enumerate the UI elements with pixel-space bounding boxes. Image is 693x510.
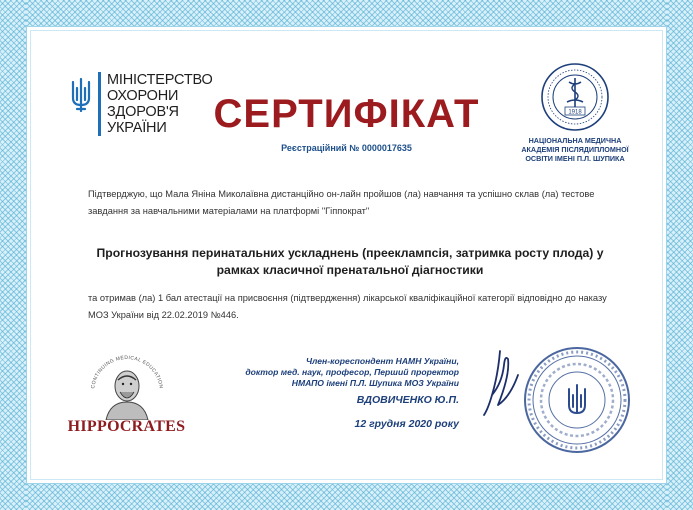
ministry-line: ОХОРОНИ (107, 88, 179, 104)
academy-logo (500, 62, 650, 163)
certificate-date: 12 грудня 2020 року (354, 418, 459, 430)
course-title: Прогнозування перинатальних ускладнень (прееклампсія, затримка росту плода) у рамках класичної пренатальної діагностики (96, 246, 604, 277)
signatory-title (245, 356, 459, 389)
seal-year: 1918 (568, 109, 582, 116)
ministry-line: ЗДОРОВ'Я (107, 104, 179, 120)
academy-name-line: ОСВІТИ ІМЕНІ П.Л. ШУПИКА (525, 154, 625, 163)
academy-name-line: АКАДЕМІЯ ПІСЛЯДИПЛОМНОЇ (521, 145, 629, 154)
hippocrates-arc-text: CONTINUING MEDICAL EDUCATION (89, 354, 164, 390)
signatory-name: ВДОВИЧЕНКО Ю.П. (356, 394, 459, 406)
signatory-line: НМАПО імені П.Л. Шупика МОЗ України (291, 378, 459, 388)
academy-name (500, 136, 650, 163)
certificate-title: СЕРТИФІКАТ (213, 92, 480, 136)
official-stamp-icon (522, 345, 632, 455)
award-text: та отримав (ла) 1 бал атестації на присвоєння (підтвердження) лікарської кваліфікаційної категорії відповідно до наказу МОЗ України від 22.02.2019 №446. (88, 293, 607, 320)
hippocrates-logo (64, 352, 189, 436)
ministry-line: МІНІСТЕРСТВО (107, 72, 213, 88)
hippocrates-bust-icon (82, 352, 172, 420)
academy-seal-icon (540, 62, 610, 132)
intro-text: Підтверджую, що Мала Яніна Миколаївна дистанційно он-лайн пройшов (ла) навчання та успішно склав (ла) тестове завдання за навчальними матеріалами на платформі "Гіппократ" (88, 189, 595, 216)
ministry-line: УКРАЇНИ (107, 120, 167, 136)
handwritten-signature (470, 345, 530, 425)
academy-name-line: НАЦІОНАЛЬНА МЕДИЧНА (528, 136, 622, 145)
hippocrates-wordmark: HIPPOCRATES (67, 418, 186, 435)
signatory-line: доктор мед. наук, професор, Перший проректор (245, 367, 459, 377)
registration-number: Реєстраційний № 0000017635 (281, 143, 412, 153)
signatory-line: Член-кореспондент НАМН України, (305, 356, 459, 366)
